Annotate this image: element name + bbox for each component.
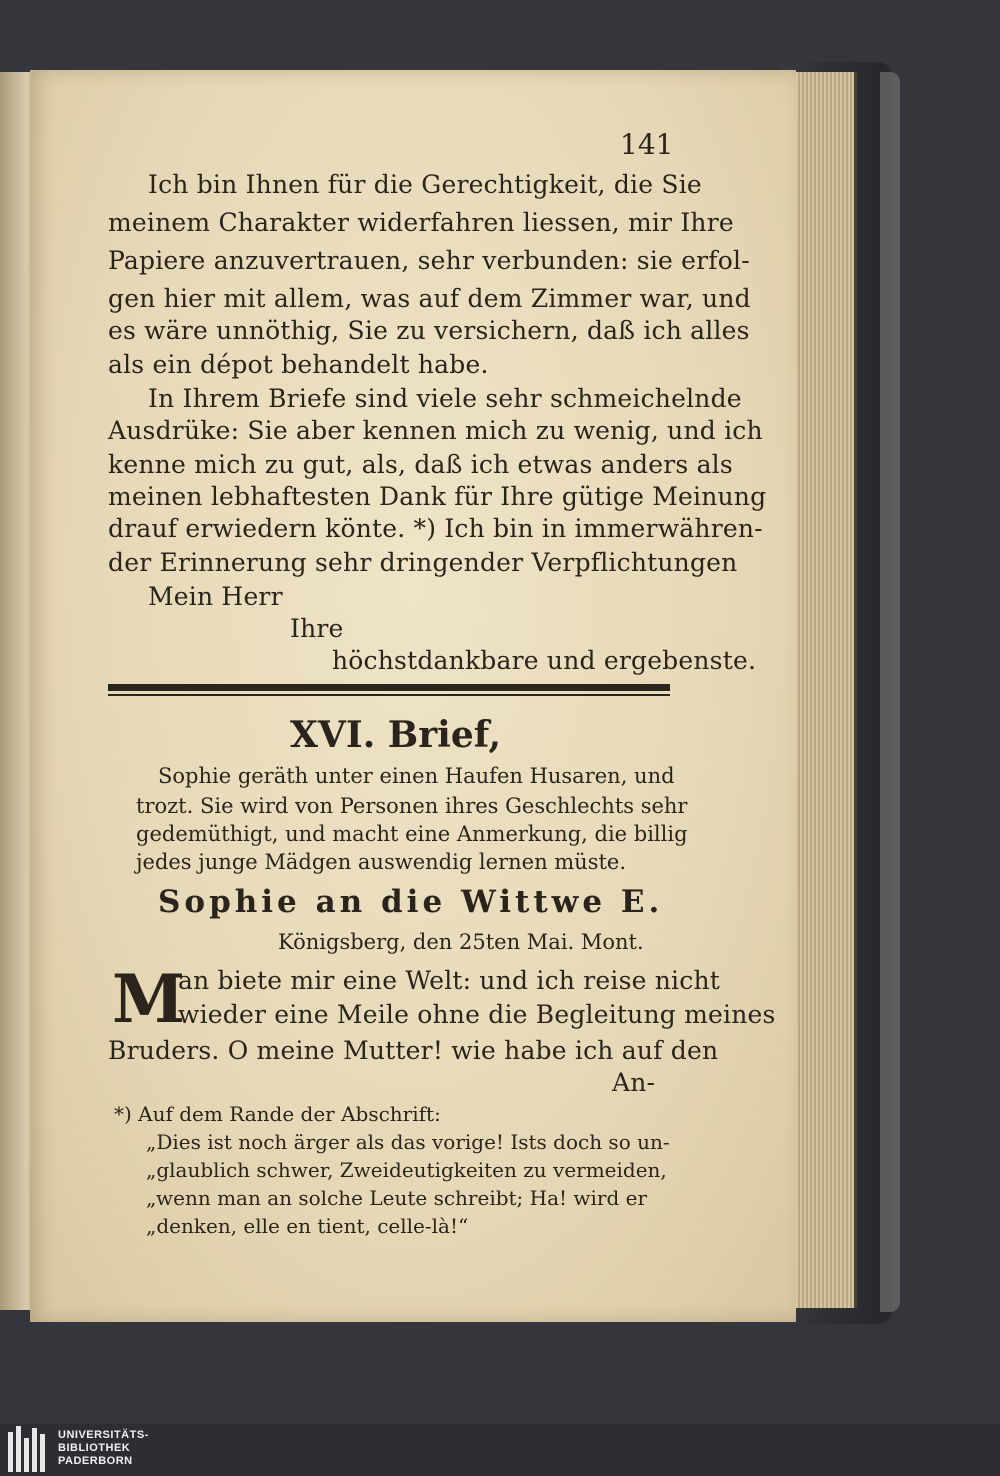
body-line: meinen lebhaftesten Dank für Ihre gütige Meinung [108,482,767,511]
body-line: kenne mich zu gut, als, daß ich etwas anders als [108,450,733,479]
body-line: der Erinnerung sehr dringender Verpflichtungen [108,548,738,577]
body-line: gen hier mit allem, was auf dem Zimmer war, und [108,284,751,313]
letter-title: Sophie an die Wittwe E. [158,884,664,920]
footnote-line: „Dies ist noch ärger als das vorige! Ists doch so un- [146,1130,670,1154]
summary-line: gedemüthigt, und macht eine Anmerkung, die billig [136,822,688,846]
section-rule [108,684,670,691]
section-rule-thin [108,694,670,696]
footnote-line: „wenn man an solche Leute schreibt; Ha! wird er [146,1186,648,1210]
body-line: Ich bin Ihnen für die Gerechtigkeit, die Sie [148,170,702,199]
library-columns-icon [8,1426,50,1472]
dateline: Königsberg, den 25ten Mai. Mont. [278,930,644,954]
signature-line: höchstdankbare und ergebenste. [332,646,757,675]
library-logo-line: UNIVERSITÄTS- [58,1429,149,1441]
summary-line: Sophie geräth unter einen Haufen Husaren, und [158,764,675,788]
cover-edge [880,72,900,1312]
body-line: wieder eine Meile ohne die Begleitung meines [178,1000,776,1029]
body-line: an biete mir eine Welt: und ich reise nicht [178,966,720,995]
library-logo-line: PADERBORN [58,1455,133,1467]
catchword: An- [612,1068,656,1097]
body-line: Ausdrüke: Sie aber kennen mich zu wenig, und ich [108,416,763,445]
body-line: es wäre unnöthig, Sie zu versichern, daß ich alles [108,316,750,345]
page-edges [788,72,857,1308]
footnote-line: *) Auf dem Rande der Abschrift: [114,1102,441,1126]
library-logo [0,1424,1000,1476]
library-logo-line: BIBLIOTHEK [58,1442,131,1454]
body-line: meinem Charakter widerfahren liessen, mir Ihre [108,208,734,237]
page-number: 141 [620,128,674,161]
summary-line: jedes junge Mädgen auswendig lernen müste. [136,850,627,874]
body-line: Papiere anzuvertrauen, sehr verbunden: sie erfol- [108,246,750,275]
body-line: Bruders. O meine Mutter! wie habe ich auf den [108,1036,719,1065]
footnote-line: „denken, elle en tient, celle-là!“ [146,1214,469,1238]
body-line: als ein dépot behandelt habe. [108,350,489,379]
footnote-line: „glaublich schwer, Zweideutigkeiten zu vermeiden, [146,1158,667,1182]
drop-cap: M [112,960,186,1038]
salutation-line: Mein Herr [148,582,283,611]
summary-line: trozt. Sie wird von Personen ihres Geschlechts sehr [136,794,688,818]
body-line: drauf erwiedern könte. *) Ich bin in immerwähren- [108,514,763,543]
body-line: In Ihrem Briefe sind viele sehr schmeichelnde [148,384,742,413]
closing-line: Ihre [290,614,344,643]
chapter-heading: XVI. Brief, [290,714,501,756]
